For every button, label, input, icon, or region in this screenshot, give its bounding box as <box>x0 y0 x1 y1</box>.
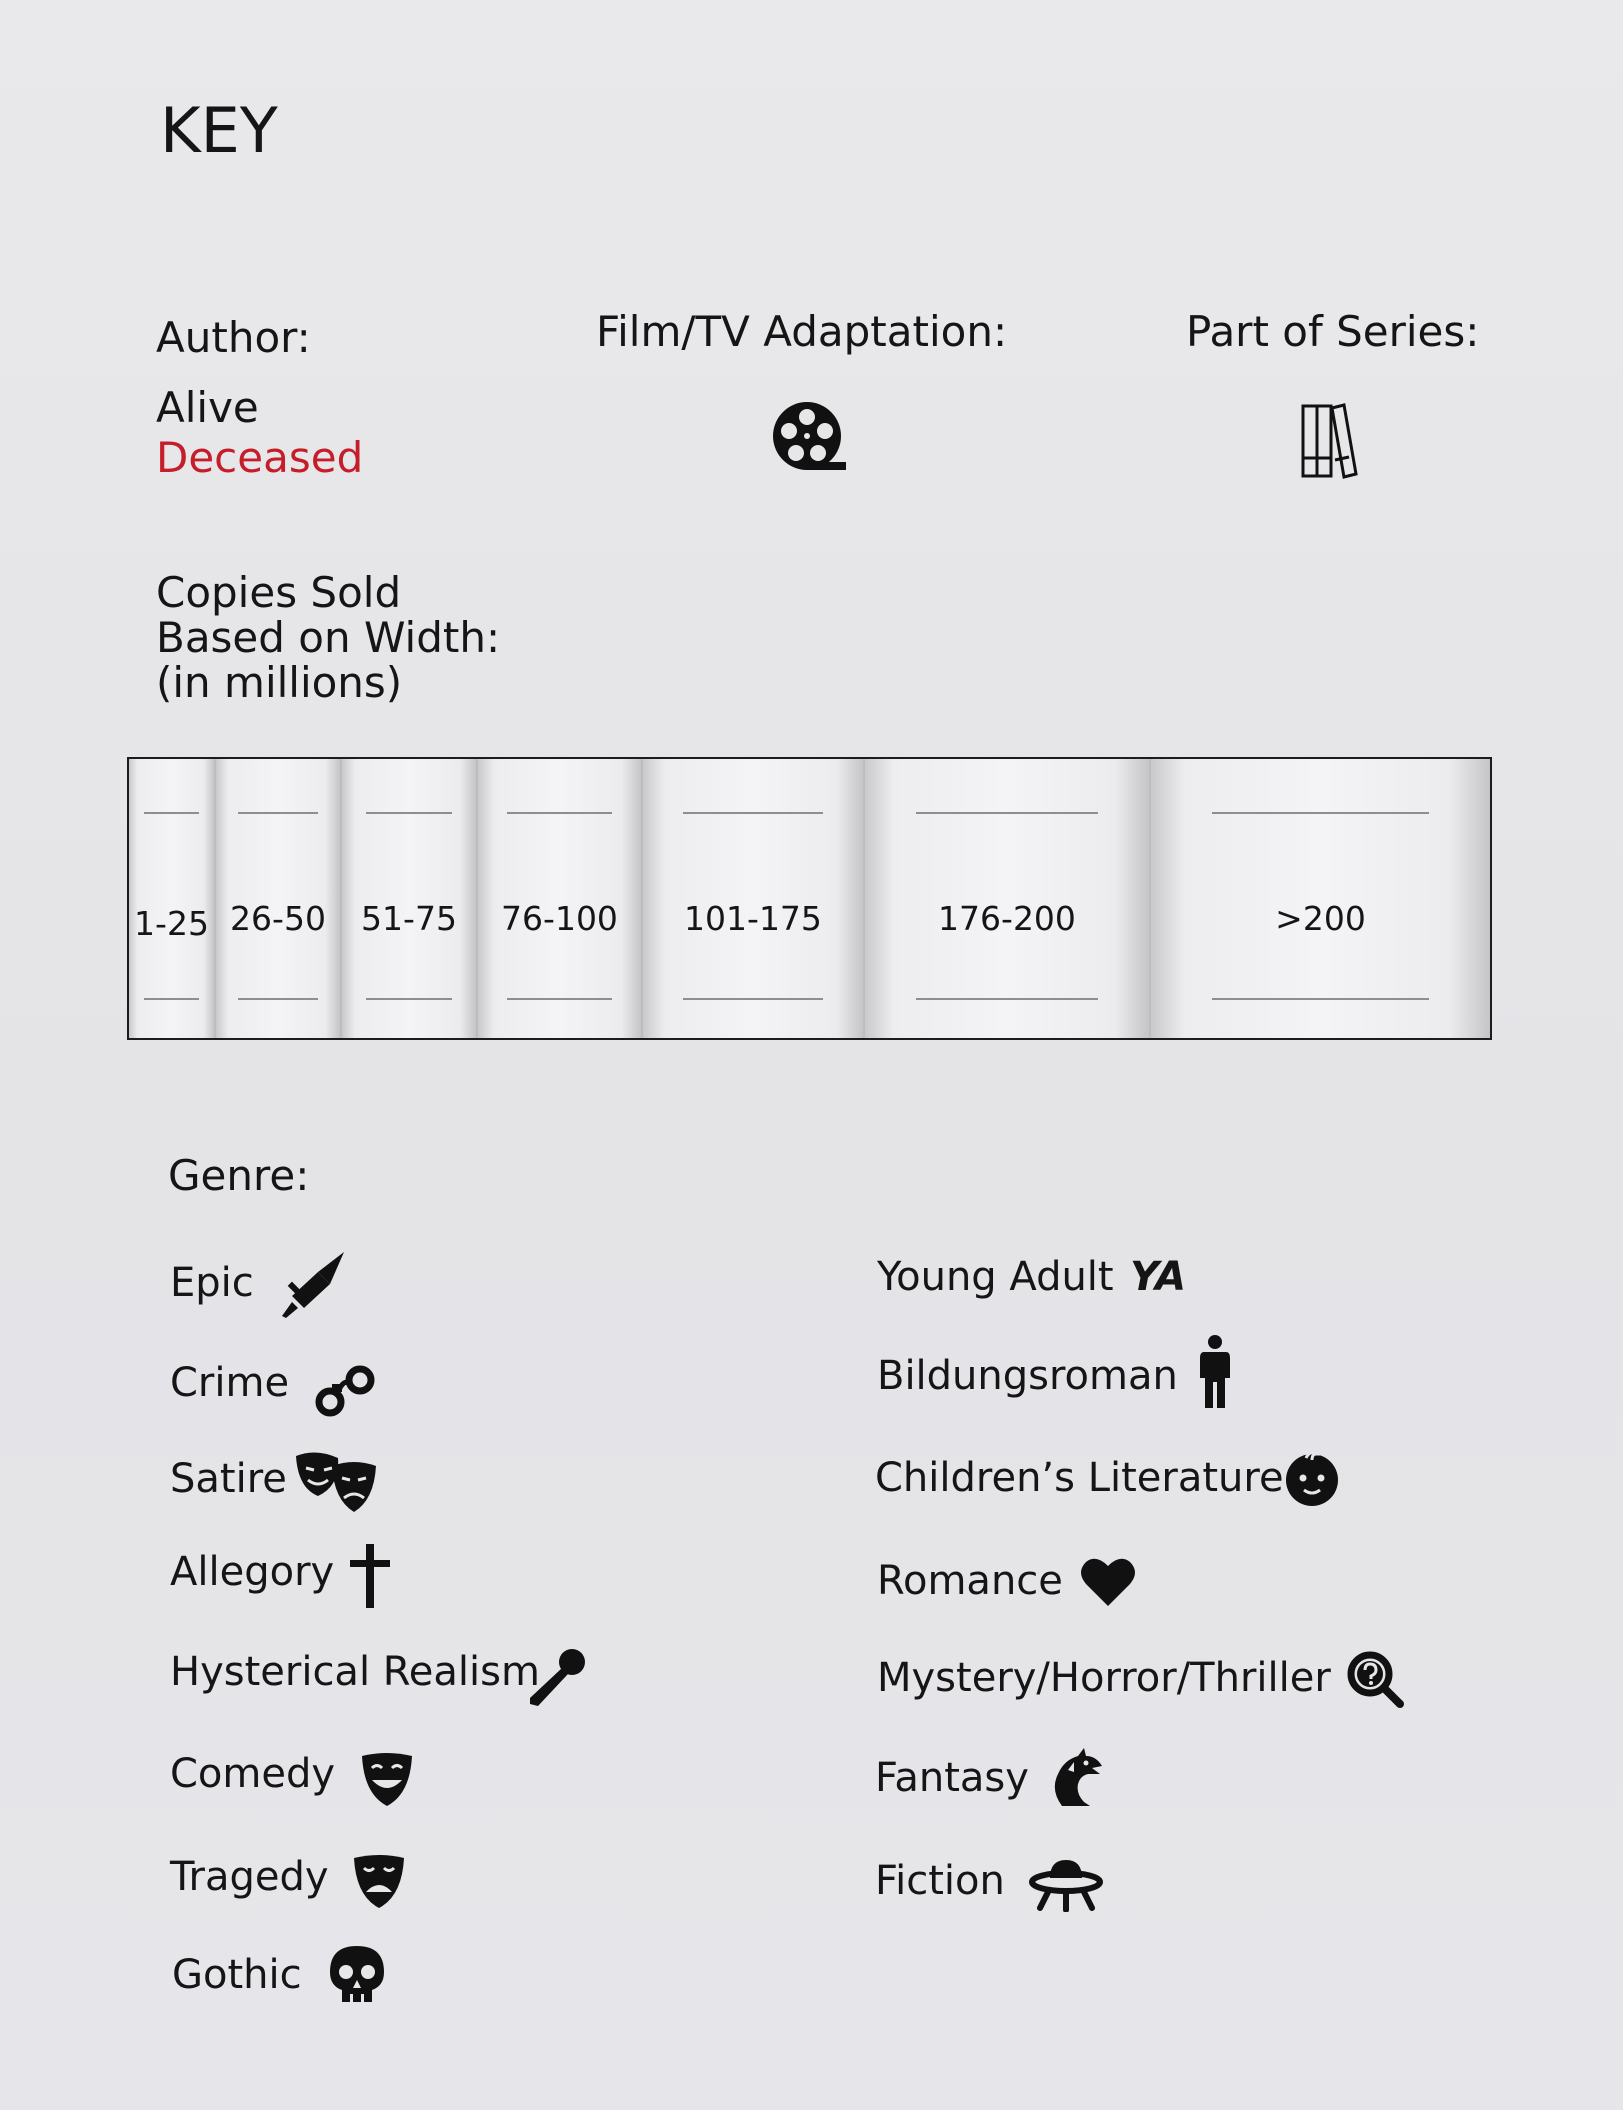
width-band-label: 76-100 <box>501 899 618 938</box>
genre-tragedy: Tragedy <box>170 1854 329 1900</box>
genre-allegory: Allegory <box>170 1549 335 1595</box>
copies-sold-line-1: Copies Sold <box>156 568 402 617</box>
genre-gothic: Gothic <box>172 1952 302 1998</box>
width-band-label: 101-175 <box>684 899 822 938</box>
genre-fantasy: Fantasy <box>875 1755 1029 1801</box>
adaptation-heading: Film/TV Adaptation: <box>596 307 1008 356</box>
microphone-icon <box>526 1646 590 1710</box>
genre-childrens-literature: Children’s Literature <box>875 1455 1284 1501</box>
genre-romance: Romance <box>877 1558 1063 1604</box>
genre-mystery-horror-thriller: Mystery/Horror/Thriller <box>877 1655 1331 1701</box>
width-band-7 <box>1151 759 1490 1038</box>
person-icon <box>1198 1334 1232 1410</box>
magnifier-question-icon <box>1346 1650 1404 1708</box>
tragedy-mask-icon <box>350 1852 408 1910</box>
width-band-4 <box>478 759 643 1038</box>
author-alive-label: Alive <box>156 383 259 432</box>
dragon-icon <box>1044 1746 1106 1808</box>
genre-heading: Genre: <box>168 1151 310 1200</box>
genre-hysterical-realism: Hysterical Realism <box>170 1649 540 1695</box>
genre-satire: Satire <box>170 1456 287 1502</box>
genre-bildungsroman: Bildungsroman <box>877 1353 1178 1399</box>
copies-sold-line-2: Based on Width: <box>156 613 501 662</box>
young-adult-icon: YA <box>1130 1254 1187 1300</box>
width-band-label: 26-50 <box>230 899 326 938</box>
page-title: KEY <box>160 94 278 167</box>
width-band-3 <box>342 759 478 1038</box>
books-icon <box>1300 400 1360 480</box>
sword-icon <box>278 1250 348 1320</box>
heart-icon <box>1080 1556 1136 1608</box>
cross-icon <box>348 1542 392 1610</box>
genre-young-adult: Young Adult <box>877 1254 1114 1300</box>
author-heading: Author: <box>156 313 311 362</box>
author-deceased-label: Deceased <box>156 433 364 482</box>
book-width-scale <box>127 757 1492 1040</box>
width-band-label: 51-75 <box>361 899 457 938</box>
baby-face-icon <box>1282 1448 1342 1508</box>
genre-comedy: Comedy <box>170 1751 336 1797</box>
comedy-mask-icon <box>358 1750 416 1808</box>
width-band-label: 1-25 <box>134 904 209 943</box>
skull-icon <box>328 1944 386 2006</box>
genre-fiction: Fiction <box>875 1858 1005 1904</box>
width-band-2 <box>216 759 342 1038</box>
width-band-label: 176-200 <box>938 899 1076 938</box>
width-band-5 <box>643 759 865 1038</box>
genre-epic: Epic <box>170 1260 254 1306</box>
copies-sold-line-3: (in millions) <box>156 658 403 707</box>
genre-crime: Crime <box>170 1360 290 1406</box>
series-heading: Part of Series: <box>1186 307 1480 356</box>
width-band-6 <box>865 759 1151 1038</box>
film-reel-icon <box>772 400 848 476</box>
width-band-1 <box>129 759 216 1038</box>
width-band-label: >200 <box>1275 899 1366 938</box>
copies-sold-heading <box>156 570 500 705</box>
handcuffs-icon <box>314 1358 378 1422</box>
ufo-icon <box>1028 1856 1104 1912</box>
theater-masks-icon <box>294 1450 378 1514</box>
